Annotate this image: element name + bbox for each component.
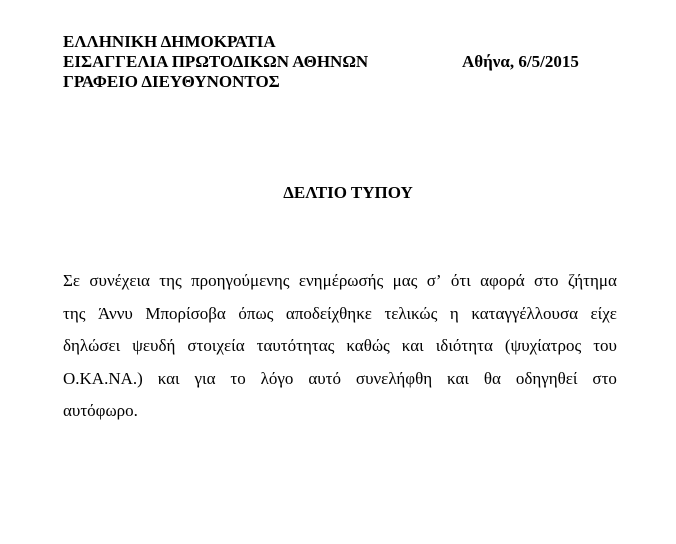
body-word: καθώς: [346, 336, 390, 356]
body-word: στοιχεία: [187, 336, 245, 356]
body-word: ενημέρωσής: [298, 271, 384, 290]
body-word: θα: [483, 368, 501, 388]
body-line: [63, 271, 617, 291]
document-title: ΔΕΛΤΙΟ ΤΥΠΟΥ: [283, 183, 413, 202]
body-word: της: [159, 271, 182, 290]
body-word: τελικώς: [384, 303, 438, 323]
body-line: αυτόφωρο.: [63, 401, 138, 421]
body-word: για: [194, 368, 216, 388]
body-word: Ο.ΚΑ.ΝΑ.): [63, 368, 143, 388]
body-word: συνελήφθη: [355, 368, 433, 388]
body-word: στο: [592, 368, 617, 388]
issuer-header: [63, 32, 368, 92]
body-word: μας: [392, 271, 418, 290]
body-word: Σε: [63, 271, 81, 290]
document-date: Αθήνα, 6/5/2015: [462, 52, 579, 71]
body-word: (ψυχίατρος: [504, 336, 582, 356]
body-word: σ’: [426, 271, 442, 290]
body-line: [63, 369, 617, 389]
body-word: όπως: [238, 303, 274, 323]
body-word: αποδείχθηκε: [285, 303, 372, 323]
body-word: Άννυ: [98, 303, 133, 323]
body-line: [63, 304, 617, 324]
body-word: καταγγέλλουσα: [471, 303, 579, 323]
body-word: συνέχεια: [89, 271, 150, 290]
body-word: στο: [534, 271, 559, 290]
body-word: της: [63, 303, 86, 323]
body-word: το: [230, 368, 246, 388]
body-word: είχε: [590, 303, 617, 323]
body-word: ζήτημα: [567, 271, 617, 290]
body-word: ψευδή: [132, 336, 176, 356]
issuer-line-prosecutor-office: ΕΙΣΑΓΓΕΛΙΑ ΠΡΩΤΟΔΙΚΩΝ ΑΘΗΝΩΝ: [63, 52, 369, 71]
body-word: οδηγηθεί: [515, 368, 578, 388]
body-word: δηλώσει: [63, 336, 121, 356]
body-word: η: [449, 303, 459, 323]
press-release-body: [63, 271, 617, 434]
body-line: [63, 336, 617, 356]
body-word: προηγούμενης: [191, 271, 290, 290]
body-word: αφορά: [480, 271, 525, 290]
issuer-line-country: ΕΛΛΗΝΙΚΗ ΔΗΜΟΚΡΑΤΙΑ: [63, 32, 276, 51]
body-word: ιδιότητα: [435, 336, 493, 356]
body-word: ταυτότητας: [256, 336, 335, 356]
body-word: και: [401, 336, 424, 356]
body-word: λόγο: [260, 368, 294, 388]
issuer-line-director-office: ΓΡΑΦΕΙΟ ΔΙΕΥΘΥΝΟΝΤΟΣ: [63, 72, 280, 91]
body-word: και: [447, 368, 469, 388]
body-word: αυτό: [308, 368, 341, 388]
body-word: ότι: [450, 271, 471, 290]
body-word: και: [157, 368, 180, 388]
body-word: του: [593, 336, 617, 356]
body-word: Μπορίσοβα: [145, 303, 226, 323]
